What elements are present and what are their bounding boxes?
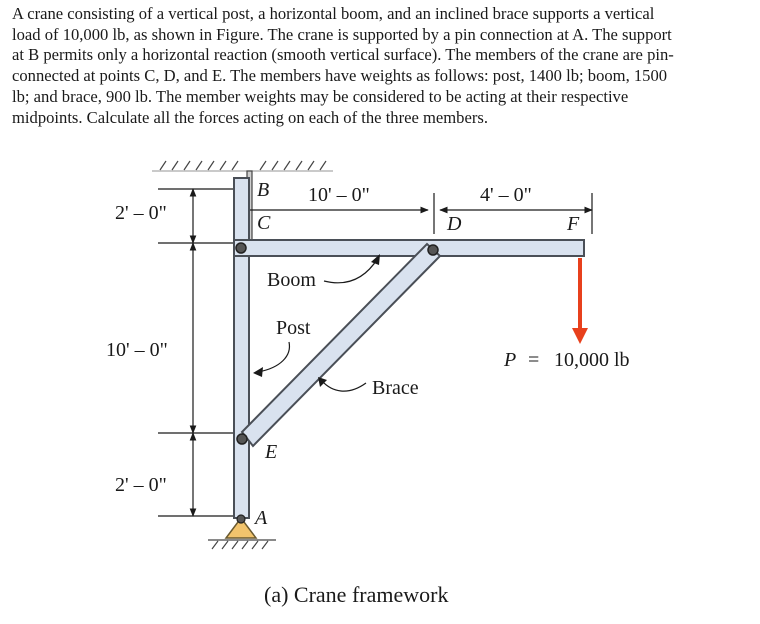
boom-member xyxy=(234,240,584,256)
dimension-middle-left: 10' – 0" xyxy=(106,339,168,361)
problem-line-4: connected at points C, D, and E. The members have weights as follows: post, 1400 lb; boom, 1500 xyxy=(12,66,668,86)
figure-caption: (a) Crane framework xyxy=(264,582,449,607)
label-point-f: F xyxy=(567,213,580,235)
problem-line-1: A crane consisting of a vertical post, a horizontal boom, and an inclined brace supports a vertical xyxy=(12,4,655,23)
problem-line-6: midpoints. Calculate all the forces acting on each of the three members. xyxy=(12,107,488,127)
dimension-bottom-left: 2' – 0" xyxy=(115,474,167,496)
post-member xyxy=(234,178,249,518)
label-point-a: A xyxy=(255,507,268,529)
load-value: 10,000 lb xyxy=(554,349,630,371)
top-dimension-lines xyxy=(236,193,592,234)
load-equals: = xyxy=(528,349,540,371)
pin-d xyxy=(428,245,438,255)
label-boom: Boom xyxy=(267,269,316,291)
problem-line-5: lb; and brace, 900 lb. The member weights may be considered to be acting at their respective xyxy=(12,86,629,106)
pin-e xyxy=(237,434,247,444)
dimension-top-left: 2' – 0" xyxy=(115,202,167,224)
left-dimension-lines xyxy=(158,189,236,516)
load-symbol: P xyxy=(504,349,517,371)
problem-line-2: load of 10,000 lb, as shown in Figure. The crane is supported by a pin connection at A. The support xyxy=(12,24,672,44)
label-point-d: D xyxy=(447,213,462,235)
dimension-boom-c-to-d: 10' – 0" xyxy=(308,184,370,206)
load-arrow xyxy=(572,258,588,344)
label-post: Post xyxy=(276,317,311,339)
label-brace: Brace xyxy=(372,377,419,399)
dimension-boom-d-to-f: 4' – 0" xyxy=(480,184,532,206)
top-wall-hatching xyxy=(152,161,333,171)
problem-line-3: at B permits only a horizontal reaction (smooth vertical surface). The members of the crane are pin- xyxy=(12,45,674,65)
label-point-e: E xyxy=(265,441,278,463)
label-point-c: C xyxy=(257,212,271,234)
label-point-b: B xyxy=(257,179,270,201)
pin-c xyxy=(236,243,246,253)
